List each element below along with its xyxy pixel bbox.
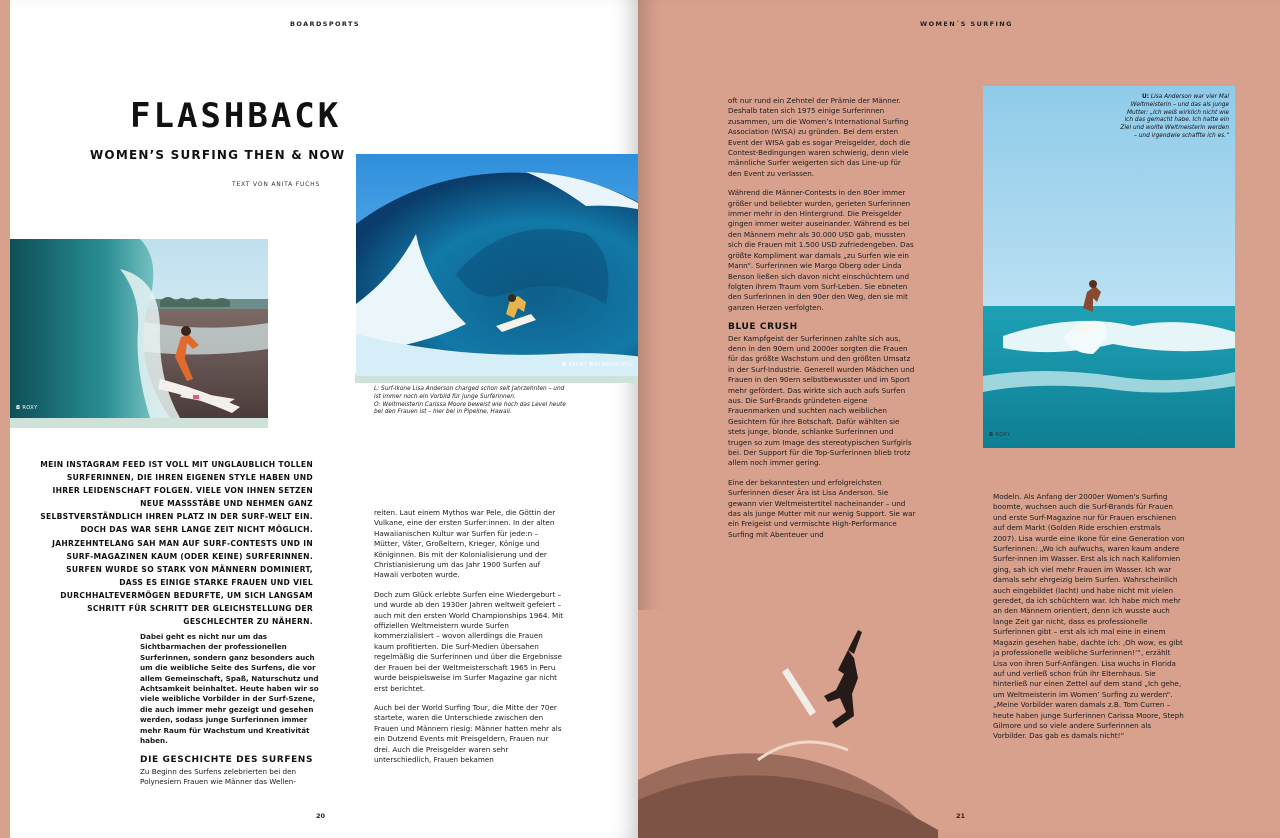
photo-credit-center: ◘ BRENT BIELMANN/WSL [562,362,633,368]
center-caption [374,386,572,417]
col1-paragraph-1: Dabei geht es nicht nur um das Sichtbarmachen der professionellen Surferinnen, sondern ganz besonders auch um die weibliche Seite des Surfens, die vor allem Gemeinschaft, Spaß, Naturschutz und Achtsamkeit beinhaltet. Heute haben wir so viele weibliche Vorbilder in der Surf-Szene, die auch immer mehr gezeigt und gesehen werden, sodass junge Surferinnen immer mehr Raum für Wachstum und Kreativität haben. [140,632,319,746]
column-3 [728,96,916,549]
barrel-surf-image [10,239,268,418]
photo-credit-left: ◘ ROXY [16,405,38,411]
column-4 [993,492,1185,751]
col1-paragraph-2: Zu Beginn des Surfens zelebrierten bei den Polynesiern Frauen wie Männer das Wellen- [140,766,297,787]
right-caption-label: U: [1142,94,1150,100]
section-heading-blue-crush: BLUE CRUSH [728,322,798,333]
aerial-surfer-image [638,610,938,838]
left-edge [0,0,10,838]
section-heading-history: DIE GESCHICHTE DES SURFENS [140,755,314,766]
column-2 [374,508,564,774]
lisa-anderson-photo [983,86,1235,448]
right-caption-text: Lisa Anderson war vier Mal Weltmeisterin – und das als junge Mutter: „Ich weiß wirklich nicht wie ich das gemacht habe. Ich hatte ein Ziel und wollte Weltmeisterin werden – und irgendwie schaffte ich es.“ [1120,94,1229,139]
photo-credit-right: ◘ ROXY [989,432,1011,438]
col3-paragraph-1: oft nur rund ein Zehntel der Prämie der Männer. Deshalb taten sich 1975 einige Surferinnen zusammen, um die Women’s International Surfing Association (WISA) zu gründen. Bei dem ersten Event der WISA gab es sogar Preisgelder, doch die Contest-Bedingungen waren schwierig, denn viele männliche Surfer weigerten sich das Line-up für den Event zu verlassen. [728,96,911,178]
col4-paragraph-1: Modeln. Als Anfang der 2000er Women's Surfing boomte, wuchsen auch die Surf-Brands für Frauen und erste Surf-Magazine nur für Frauen erschienen auf dem Markt (Golden Ride erschien erstmals 2007). Lisa wurde eine Ikone für eine Generation von Surferinnen: „Wo ich aufwuchs, waren kaum andere Surfer-innen im Wasser. Erst als ich nach Kalifornien ging, sah ich viel mehr Frauen im Wasser. Ich war damals sehr ehrgeizig beim Surfen. Wahrscheinlich auch eingebildet (lacht) und habe nicht mit vielen geredet, da ich schüchtern war. Ich habe mich mehr an den Männern orientiert, denn ich wusste auch lange Zeit gar nicht, dass es professionelle Surferinnen gibt – erst als ich mal eine in einem Magazin gesehen habe, dachte ich: ‚Oh wow, es gibt ja professionelle weibliche Surferinnen!‘“, erzählt Lisa von ihren Surf-Anfängen. Lisa wuchs in Florida auf und verließ schon früh ihr Elternhaus. Sie hinterließ nur einen Zettel auf dem stand „Ich gehe, um Weltmeisterin im Women’ Surfing zu werden“. „Meine Vorbilder waren damals z.B. Tom Curren – heute haben junge Surferinnen Carissa Moore, Steph Gilmore und so viele andere Surferinnen als Vorbilder. Das gab es damals nicht!“ [993,492,1185,741]
col2-paragraph-2: Doch zum Glück erlebte Surfen eine Wiedergeburt – und wurde ab den 1930er Jahren weltweit gefeiert – auch mit den ersten World Championships 1964. Mit offiziellen Weltmeistern wurde Surfen kommerzialisiert – wovon allerdings die Frauen kaum profitierten. Die Surf-Medien übersahen regelmäßig die Surferinnen und über die Ergebnisse der Frauen bei der Weltmeisterschaft 1965 in Peru wurde beispielsweise im Surfer Magazine gar nicht erst berichtet. [374,589,564,693]
page-number-right: 21 [956,812,966,820]
byline: TEXT VON ANITA FUCHS [232,181,321,188]
camera-icon: ◘ [16,405,23,411]
running-header-left: BOARDSPORTS [290,20,360,28]
col3-paragraph-2: Während die Männer-Contests in den 80er immer größer und beliebter wurden, gerieten Surferinnen immer mehr in den Hintergrund. Die Preisgelder gingen immer weiter auseinander. Während es bei den Männern mehr als 30.000 USD gab, mussten sich die Frauen mit 1.500 USD zufriedengeben. Das größte Kompliment war damals „zu Surfen wie ein Mann“. Surferinnen wie Margo Oberg oder Linda Benson ließen sich davon nicht einschüchtern und folgten ihrem Traum vom Surf-Leben. Sie ebneten den Surferinnen in den 90er den Weg, den sie mit ganzen Herzen verfolgten. [728,188,914,312]
left-page [10,0,638,838]
center-caption-line1: L: Surf-Ikone Lisa Anderson charged schon seit Jahrzehnten – und ist immer noch ein Vorbild für junge Surferinnen. [374,386,565,400]
aerial-surfer-photo [638,610,938,838]
center-caption-line2: O: Weltmeisterin Carissa Moore beweist wie hoch das Level heute bei den Frauen ist – hier bei in Pipeline, Hawaii. [374,401,566,416]
camera-icon: ◘ [562,362,569,368]
page-number-left: 20 [316,812,326,820]
article-subtitle: WOMEN’S SURFING THEN & NOW [90,148,346,162]
col3-paragraph-4: Eine der bekanntesten und erfolgreichsten Surferinnen dieser Ära ist Lisa Anderson. Sie gewann vier Weltmeistertitel nacheinander – und das als junge Mutter mit nur wenig Support. Sie war ein Freigeist und vermischte High-Performance Surfing mit Abenteuer und [728,477,916,539]
column-1 [140,632,328,797]
col2-paragraph-3: Auch bei der World Surfing Tour, die Mitte der 70er startete, waren die Unterschiede zwischen den Frauen und Männern riesig: Männer hatten mehr als ein Dutzend Events mit Preisgeldern, Frauen nur drei. Auch die Preisgelder waren sehr unterschiedlich, Frauen bekamen [374,702,562,764]
camera-icon: ◘ [989,432,996,438]
barrel-surf-photo [10,239,268,418]
right-page [638,0,1280,838]
col3-paragraph-3: Der Kampfgeist der Surferinnen zahlte sich aus, denn in den 90ern und 2000er sorgten die Frauen für das größte Wachstum und den größten Umsatz in der Surf-Industrie. Generell wurden Mädchen und Frauen in den 90ern selbstbewusster und im Sport mehr gefördert. Das wirkte sich auch aufs Surfen aus. Die Surf-Brands gründeten eigene Frauenmarken und suchten nach weiblichen Gesichtern für ihre Botschaft. Dafür wählten sie stets junge, blonde, schlanke Surferinnen und trugen so zum Image des stereotypischen Surfgirls bei. Der Support für die Top-Surferinnen blieb trotz allem noch immer gering. [728,333,915,468]
running-header-right: WOMEN´S SURFING [920,20,1013,28]
right-caption [1119,94,1229,141]
article-title: FLASHBACK [130,96,342,136]
col2-paragraph-1: reiten. Laut einem Mythos war Pele, die Göttin der Vulkane, eine der ersten Surfer:innen. In der alten Hawaiianischen Kultur war Surfen für jede:n – Mütter, Väter, Großeltern, Krieger, Könige und Königinnen. Bis mit der Kolonialisierung und der Christianisierung um das Jahr 1900 Surfen auf Hawaii verboten wurde. [374,508,556,580]
lead-paragraph: MEIN INSTAGRAM FEED IST VOLL MIT UNGLAUBLICH TOLLEN SURFERINNEN, DIE IHREN EIGENEN STYLE HABEN UND IHRER LEIDENSCHAFT FOLGEN. VIELE VON IHNEN SETZEN NEUE MASSSTÄBE UND NEHMEN GANZ SELBSTVERSTÄNDLICH IHREN PLATZ IN DER SURF-WELT EIN. DOCH DAS WAR SEHR LANGE ZEIT NICHT MÖGLICH. JAHRZEHNTELANG SAH MAN AUF SURF-CONTESTS UND IN SURF-MAGAZINEN KAUM (ODER KEINE) SURFERINNEN. SURFEN WURDE SO STARK VON MÄNNERN DOMINIERT, DASS ES EINIGE STARKE FRAUEN UND VIEL DURCHHALTEVERMÖGEN BEDURFTE, UM SICH LANGSAM SCHRITT FÜR SCHRITT DER GLEICHSTELLUNG DER GESCHLECHTER ZU NÄHERN. [40,460,313,627]
